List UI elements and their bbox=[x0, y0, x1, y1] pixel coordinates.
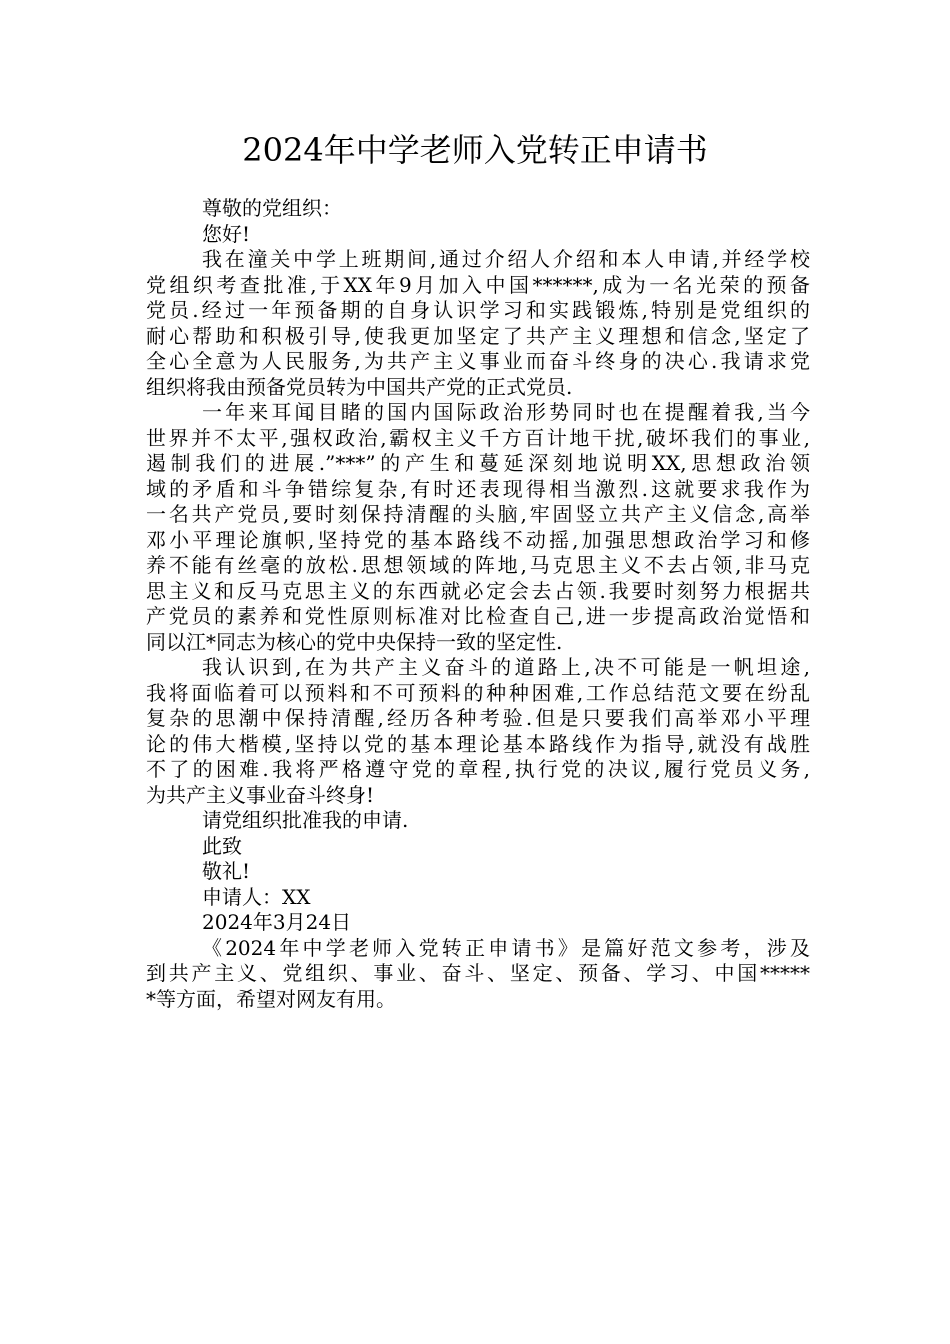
document-title: 2024年中学老师入党转正申请书 bbox=[242, 131, 708, 169]
text-line: 复杂的思潮中保持清醒,经历各种考验.但是只要我们高举邓小平理 bbox=[146, 706, 810, 730]
text-line: 申请人：XX bbox=[202, 884, 311, 909]
text-line: 养不能有丝毫的放松.思想领域的阵地,马克思主义不去占领,非马克 bbox=[146, 553, 810, 577]
text-line: 我在潼关中学上班期间,通过介绍人介绍和本人申请,并经学校 bbox=[202, 247, 810, 271]
text-line: 邓小平理论旗帜,坚持党的基本路线不动摇,加强思想政治学习和修 bbox=[146, 527, 810, 552]
text-line: 2024年3月24日 bbox=[202, 910, 352, 934]
text-line: 党组织考查批准,于XX年9月加入中国******,成为一名光荣的预备 bbox=[146, 272, 810, 297]
text-line: 您好! bbox=[202, 221, 251, 246]
text-line: 《2024年中学老师入党转正申请书》是篇好范文参考，涉及 bbox=[202, 935, 810, 960]
text-line: 不了的困难.我将严格遵守党的章程,执行党的决议,履行党员义务, bbox=[146, 757, 810, 781]
text-line: 此致 bbox=[202, 833, 242, 858]
document-body bbox=[146, 196, 810, 1012]
text-line: *等方面，希望对网友有用。 bbox=[146, 986, 396, 1011]
text-line: 党员.经过一年预备期的自身认识学习和实践锻炼,特别是党组织的 bbox=[146, 298, 810, 322]
text-line: 请党组织批准我的申请. bbox=[202, 808, 409, 832]
text-line: 尊敬的党组织： bbox=[202, 196, 342, 220]
text-line: 一年来耳闻目睹的国内国际政治形势同时也在提醒着我,当今 bbox=[202, 400, 810, 424]
text-line: 产党员的素养和党性原则标准对比检查自己,进一步提高政治觉悟和 bbox=[146, 604, 810, 628]
text-line: 敬礼! bbox=[202, 859, 251, 883]
text-line: 为共产主义事业奋斗终身! bbox=[146, 782, 375, 807]
text-line: 我将面临着可以预料和不可预料的种种困难,工作总结范文要在纷乱 bbox=[146, 680, 810, 705]
text-line: 耐心帮助和积极引导,使我更加坚定了共产主义理想和信念,坚定了 bbox=[146, 323, 810, 348]
text-line: 世界并不太平,强权政治,霸权主义千方百计地干扰,破坏我们的事业, bbox=[146, 425, 810, 450]
text-line: 同以江*同志为核心的党中央保持一致的坚定性. bbox=[146, 629, 563, 654]
text-line: 一名共产党员,要时刻保持清醒的头脑,牢固竖立共产主义信念,高举 bbox=[146, 502, 810, 526]
text-line: 组织将我由预备党员转为中国共产党的正式党员. bbox=[146, 374, 573, 399]
text-line: 思主义和反马克思主义的东西就必定会去占领.我要时刻努力根据共 bbox=[146, 578, 810, 603]
text-line: 遏制我们的进展.”***”的产生和蔓延深刻地说明XX,思想政治领 bbox=[146, 451, 810, 475]
text-line: 域的矛盾和斗争错综复杂,有时还表现得相当激烈.这就要求我作为 bbox=[146, 476, 810, 501]
text-line: 我认识到,在为共产主义奋斗的道路上,决不可能是一帆坦途, bbox=[202, 655, 810, 679]
text-line: 全心全意为人民服务,为共产主义事业而奋斗终身的决心.我请求党 bbox=[146, 349, 810, 373]
text-line: 论的伟大楷模,坚持以党的基本理论基本路线作为指导,就没有战胜 bbox=[146, 731, 810, 756]
text-line: 到共产主义、党组织、事业、奋斗、坚定、预备、学习、中国***** bbox=[146, 961, 810, 985]
